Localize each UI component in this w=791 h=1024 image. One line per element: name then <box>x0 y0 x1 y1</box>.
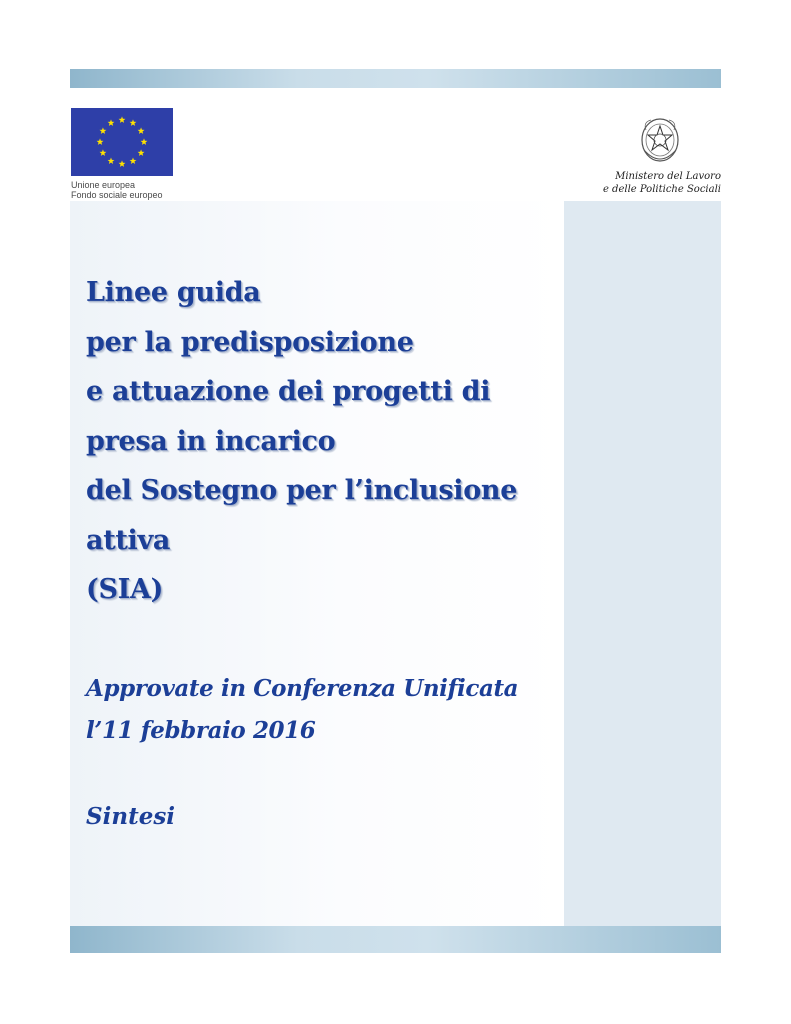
eu-star-icon <box>130 157 137 164</box>
side-decorative-panel <box>564 201 721 926</box>
eu-star-icon <box>100 149 107 156</box>
italian-republic-emblem-icon <box>637 114 683 166</box>
eu-caption-line1: Unione europea <box>71 180 136 190</box>
eu-star-icon <box>138 149 145 156</box>
eu-star-icon <box>141 138 148 145</box>
eu-caption <box>71 180 163 200</box>
eu-star-icon <box>97 138 104 145</box>
eu-star-icon <box>130 119 137 126</box>
document-title <box>86 268 564 615</box>
eu-caption-line2: Fondo sociale europeo <box>71 190 163 200</box>
ministry-logo <box>590 110 721 200</box>
eu-flag-icon <box>71 108 173 176</box>
title-line: per la predisposizione <box>86 326 414 358</box>
ministry-name <box>603 170 721 196</box>
section-label: Sintesi <box>86 803 176 830</box>
title-line: (SIA) <box>86 574 164 605</box>
eu-star-icon <box>119 160 126 167</box>
ministry-name-line2: e delle Politiche Sociali <box>602 184 721 195</box>
eu-star-icon <box>108 119 115 126</box>
ministry-name-line1: Ministero del Lavoro <box>615 171 721 182</box>
subtitle-line: l’11 febbraio 2016 <box>86 717 316 744</box>
eu-star-icon <box>108 157 115 164</box>
title-line: presa in incarico <box>86 425 336 457</box>
bottom-decorative-band <box>70 926 721 953</box>
approval-subtitle <box>86 668 564 752</box>
title-line: attiva <box>86 524 171 556</box>
top-decorative-band <box>70 69 721 88</box>
eu-star-icon <box>100 127 107 134</box>
eu-logo <box>70 106 182 202</box>
title-line: Linee guida <box>86 277 261 308</box>
title-line: e attuazione dei progetti di <box>86 376 491 407</box>
subtitle-line: Approvate in Conferenza Unificata <box>86 675 519 702</box>
title-line: del Sostegno per l’inclusione <box>86 475 518 506</box>
eu-star-icon <box>138 127 145 134</box>
eu-star-icon <box>119 116 126 123</box>
